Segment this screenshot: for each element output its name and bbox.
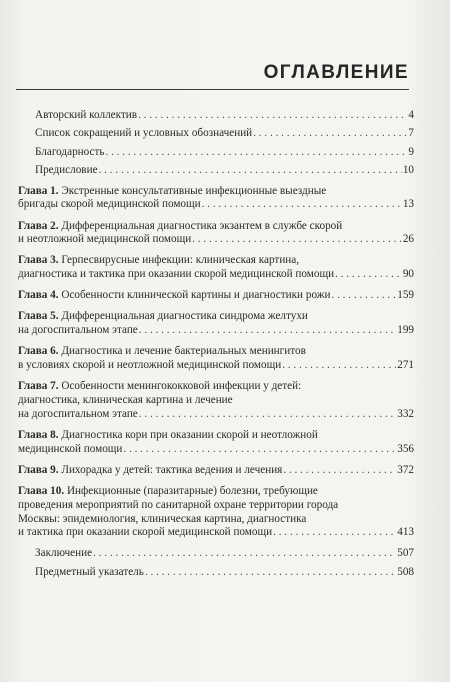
toc-line: [35, 109, 414, 123]
chapter-label: Глава 8.: [18, 428, 62, 441]
toc-entry-text: Глава 1. Экстренные консультативные инфекционные выездные: [18, 184, 327, 197]
toc-chapter-entry[interactable]: [18, 310, 414, 338]
toc-line: [18, 499, 414, 513]
toc-line: [35, 566, 414, 580]
toc-entry-text: Глава 6. Диагностика и лечение бактериальных менингитов: [18, 345, 306, 358]
toc-page-number: 13: [402, 198, 414, 211]
toc-entry-text: бригады скорой медицинской помощи: [18, 198, 201, 211]
toc-page-number: 90: [402, 268, 414, 281]
dot-leader: [273, 526, 396, 540]
toc-entry[interactable]: [18, 566, 414, 580]
dot-leader: [282, 359, 396, 373]
dot-leader: [253, 127, 407, 141]
toc-entry-text: Глава 3. Герпесвирусные инфекции: клиническая картина,: [18, 254, 300, 267]
toc-page-number: 9: [408, 145, 414, 158]
toc-line: [35, 164, 414, 178]
title-rule: [16, 89, 409, 90]
toc-page-number: 508: [397, 565, 414, 578]
chapter-label: Глава 6.: [18, 345, 62, 358]
chapter-label: Глава 7.: [18, 380, 62, 393]
toc-line: [18, 513, 414, 527]
toc-entry-text: Список сокращений и условных обозначений: [35, 127, 253, 140]
toc-chapter-entry[interactable]: [18, 289, 414, 303]
toc-entry-text: диагностика, клиническая картина и лечение: [18, 394, 233, 407]
toc-chapter-entry[interactable]: [18, 254, 414, 282]
toc-entry-text: Авторский коллектив: [35, 109, 138, 121]
dot-leader: [202, 198, 402, 212]
dot-leader: [139, 408, 396, 422]
toc-line: [18, 185, 414, 199]
dot-leader: [93, 547, 396, 561]
chapter-label: Глава 3.: [18, 254, 62, 267]
toc-entry-text: Глава 5. Дифференциальная диагностика синдрома желтухи: [18, 310, 308, 323]
toc-chapter-entry[interactable]: [18, 485, 414, 540]
toc-page-number: 356: [397, 442, 414, 455]
toc-page-number: 159: [397, 289, 414, 302]
toc-chapter-entry[interactable]: [18, 429, 414, 457]
toc-entry-text: Предисловие: [35, 163, 98, 176]
chapter-label: Глава 1.: [18, 184, 62, 197]
toc-page-number: 7: [408, 127, 414, 140]
toc-entry-text: Глава 9. Лихорадка у детей: тактика ведения и лечения: [18, 463, 283, 476]
toc-line: [18, 233, 414, 247]
toc-line: [18, 310, 414, 324]
toc-page-number: 332: [397, 407, 414, 420]
toc-line: [18, 394, 414, 408]
toc-line: [18, 198, 414, 212]
dot-leader: [139, 324, 396, 338]
toc-line: [18, 429, 414, 443]
toc-entry-text: Глава 4. Особенности клинической картины и диагностики рожи: [18, 289, 331, 302]
chapter-label: Глава 9.: [18, 463, 62, 476]
toc-entry-text: проведения мероприятий по санитарной охране территории города: [18, 498, 339, 511]
toc-page-number: 26: [402, 233, 414, 246]
toc-chapter-entry[interactable]: [18, 345, 414, 373]
toc-line: [18, 464, 414, 478]
toc-entry[interactable]: [18, 146, 414, 160]
chapter-label: Глава 2.: [18, 219, 62, 232]
toc-entry-text: на догоспитальном этапе: [18, 324, 138, 337]
toc-line: [35, 547, 414, 561]
toc-page-number: 199: [397, 324, 414, 337]
toc-entry[interactable]: [18, 127, 414, 141]
toc-line: [18, 526, 414, 540]
toc-chapter-entry[interactable]: [18, 464, 414, 478]
toc-line: [35, 146, 414, 160]
toc-entry-text: Благодарность: [35, 145, 105, 158]
toc-page-number: 271: [397, 359, 414, 372]
toc-entry-text: на догоспитальном этапе: [18, 407, 138, 420]
toc-line: [18, 254, 414, 268]
toc-entry-text: в условиях скорой и неотложной медицинской помощи: [18, 359, 282, 372]
toc-entry-text: Глава 8. Диагностика кори при оказании скорой и неотложной: [18, 428, 318, 441]
toc-line: [18, 324, 414, 338]
toc-entry-text: Заключение: [35, 547, 93, 560]
toc-entry-text: и тактика при оказании скорой медицинской помощи: [18, 526, 273, 539]
toc-line: [18, 359, 414, 373]
toc-entry[interactable]: [18, 164, 414, 178]
toc-line: [18, 289, 414, 303]
dot-leader: [331, 289, 396, 303]
dot-leader: [123, 443, 396, 457]
toc-entry[interactable]: [18, 109, 414, 123]
toc-line: [18, 268, 414, 282]
toc-entry-text: Москвы: эпидемиология, клиническая картина, диагностика: [18, 512, 307, 525]
toc-entry-text: диагностика и тактика при оказании скорой медицинской помощи: [18, 268, 335, 281]
toc-line: [18, 220, 414, 234]
toc-entry-text: и неотложной медицинской помощи: [18, 233, 192, 246]
toc-chapter-entry[interactable]: [18, 220, 414, 248]
toc-line: [18, 443, 414, 457]
toc-page-number: 4: [408, 109, 414, 121]
dot-leader: [138, 109, 407, 123]
toc-entry-text: Глава 7. Особенности менингококковой инфекции у детей:: [18, 380, 302, 393]
toc-chapter-entry[interactable]: [18, 185, 414, 213]
chapter-label: Глава 5.: [18, 310, 62, 323]
chapter-label: Глава 10.: [18, 484, 67, 497]
toc-entry-text: Глава 10. Инфекционные (паразитарные) болезни, требующие: [18, 484, 318, 497]
toc-chapter-entry[interactable]: [18, 380, 414, 421]
toc-entry-text: Глава 2. Дифференциальная диагностика экзантем в службе скорой: [18, 219, 343, 232]
toc-entry-text: медицинской помощи: [18, 442, 123, 455]
toc-page-number: 372: [397, 463, 414, 476]
toc-line: [18, 408, 414, 422]
dot-leader: [335, 268, 402, 282]
chapter-label: Глава 4.: [18, 289, 62, 302]
table-of-contents: [18, 109, 414, 584]
toc-line: [18, 345, 414, 359]
toc-line: [35, 127, 414, 141]
toc-page-number: 413: [397, 526, 414, 539]
toc-line: [18, 380, 414, 394]
toc-line: [18, 485, 414, 499]
toc-page-number: 10: [402, 163, 414, 176]
page-title: ОГЛАВЛЕНИЕ: [263, 62, 409, 83]
dot-leader: [283, 464, 396, 478]
dot-leader: [145, 566, 396, 580]
toc-entry-text: Предметный указатель: [35, 565, 144, 578]
dot-leader: [105, 146, 407, 160]
toc-page-number: 507: [397, 547, 414, 560]
dot-leader: [99, 164, 402, 178]
toc-entry[interactable]: [18, 547, 414, 561]
dot-leader: [192, 233, 402, 247]
